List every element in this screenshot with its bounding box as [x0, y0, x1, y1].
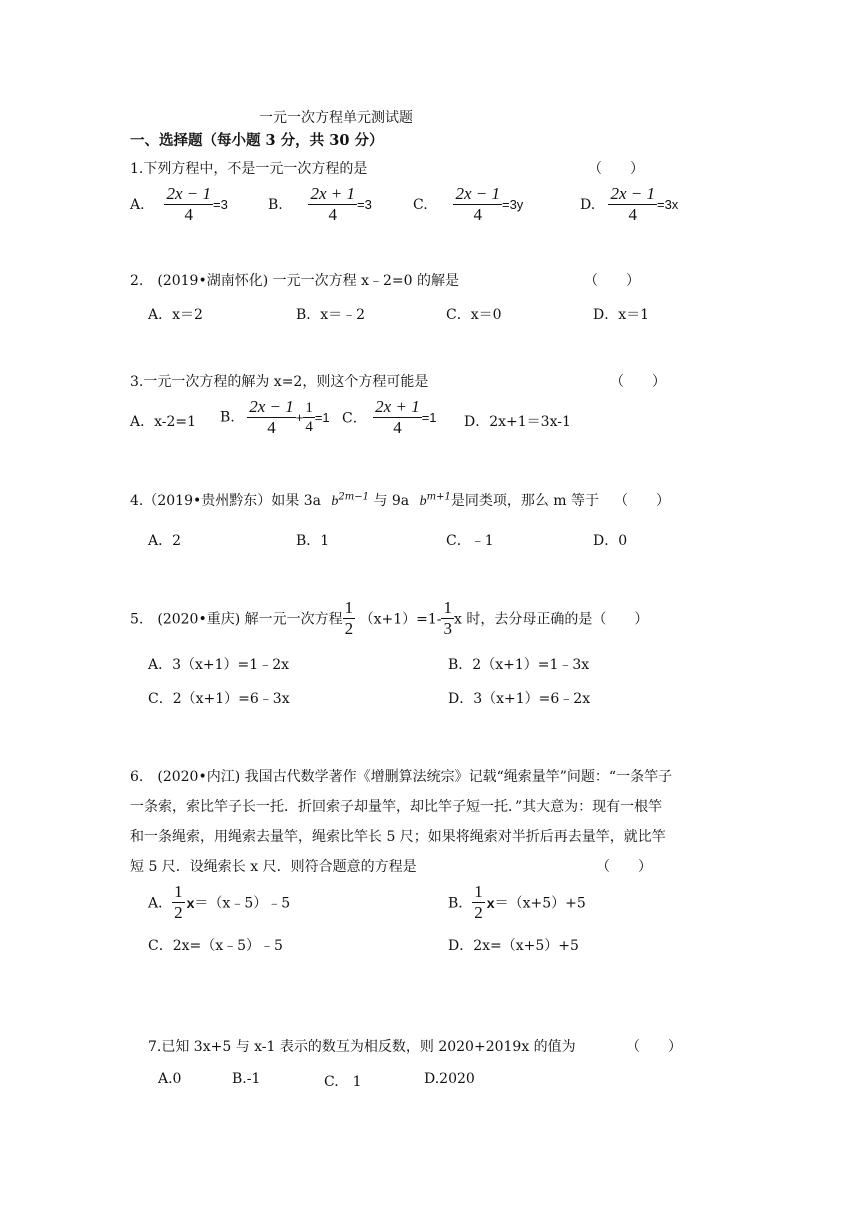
denominator: 4	[473, 205, 482, 224]
q5-stem-mid: （x+1）=1-	[359, 611, 442, 628]
fraction	[164, 184, 213, 225]
fraction	[303, 399, 315, 436]
q6-line-2: 一条索，索比竿子长一托．折回索子却量竿，却比竿子短一托．”其大意为：现有一根竿	[130, 799, 663, 815]
q5-stem-post: x 时，去分母正确的是（ ）	[453, 611, 649, 628]
numerator: 2x + 1	[310, 184, 355, 203]
q2-stem: 2. (2019•湖南怀化) 一元一次方程 x﹣2=0 的解是	[130, 273, 459, 289]
q6-answer-paren: （ ）	[596, 859, 652, 875]
rhs: =3	[212, 197, 228, 212]
q1-option-c	[413, 184, 523, 225]
q3-answer-paren: （ ）	[610, 374, 666, 390]
fraction	[441, 598, 454, 639]
q5-option-c: C．2（x+1）=6﹣3x	[148, 691, 290, 707]
q2-option-b: B．x＝﹣2	[296, 307, 366, 323]
numerator: 2x − 1	[249, 397, 294, 416]
q5-option-b: B．2（x+1）=1﹣3x	[448, 657, 590, 673]
numerator: 1	[443, 598, 452, 617]
denominator: 4	[628, 205, 637, 224]
variable-x: x	[186, 894, 195, 911]
denominator: 4	[184, 205, 193, 224]
q3-option-a: A．x-2=1	[130, 414, 197, 430]
fraction	[172, 882, 185, 923]
page-title: 一元一次方程单元测试题	[259, 110, 413, 126]
fraction	[453, 184, 502, 225]
q4-exponent-1: 2m−1	[338, 491, 369, 503]
q1-option-a	[130, 184, 228, 225]
numerator: 1	[344, 598, 354, 617]
fraction	[608, 184, 657, 225]
rhs: =1	[421, 410, 437, 425]
q4-stem-pre: 4.（2019•贵州黔东）如果 3a	[130, 493, 321, 509]
fraction	[247, 397, 296, 438]
q4-variable-b: b	[419, 494, 427, 509]
q4-option-d: D．0	[593, 533, 628, 549]
numerator: 1	[474, 882, 483, 901]
option-letter: C．	[342, 410, 367, 427]
fraction	[373, 397, 422, 438]
q6-line-3: 和一条绳索，用绳索去量竿，绳索比竿长 5 尺；如果将绳索对半折后再去量竿，就比竿	[130, 829, 666, 845]
q4-exponent-2: m+1	[426, 491, 451, 503]
q6-line-4: 短 5 尺．设绳索长 x 尺．则符合题意的方程是	[130, 859, 417, 875]
numerator: 1	[174, 882, 183, 901]
rhs: =1	[314, 410, 330, 425]
denominator: 2	[474, 903, 483, 922]
q5-stem-pre: 5. (2020•重庆) 解一元一次方程	[130, 611, 343, 628]
numerator: 1	[305, 400, 313, 416]
option-letter: A.	[130, 196, 145, 213]
rhs: =3	[356, 197, 372, 212]
q4-variable-b: b	[331, 494, 339, 509]
q2-option-a: A．x＝2	[148, 307, 203, 323]
q6-option-a	[148, 882, 290, 923]
q4-option-b: B．1	[296, 533, 330, 549]
denominator: 4	[305, 419, 313, 435]
plus-sign: +	[295, 410, 304, 425]
denominator: 4	[393, 418, 402, 437]
q1-stem: 1.下列方程中，不是一元一次方程的是	[130, 161, 368, 177]
fraction	[343, 598, 356, 639]
denominator: 3	[443, 619, 452, 638]
q4-option-a: A．2	[148, 533, 182, 549]
q2-option-d: D．x＝1	[593, 307, 650, 323]
q7-answer-paren: （ ）	[626, 1039, 682, 1055]
q6-option-d: D．2x=（x+5）+5	[448, 938, 579, 954]
option-letter: A．	[148, 895, 173, 912]
q1-option-b	[268, 184, 372, 225]
fraction	[308, 184, 357, 225]
denominator: 2	[344, 619, 354, 638]
q4-answer-paren: （ ）	[614, 493, 670, 509]
q5-stem	[130, 598, 648, 639]
q2-option-c: C．x＝0	[446, 307, 502, 323]
q1-option-d	[580, 184, 678, 225]
q7-option-c: C. 1	[324, 1074, 362, 1090]
q6-line-1: 6. (2020•内江) 我国古代数学著作《增删算法统宗》记载“绳索量竿”问题：“一条竿子	[130, 769, 673, 785]
numerator: 2x − 1	[610, 184, 655, 203]
variable-x: x	[486, 894, 495, 911]
denominator: 2	[174, 903, 183, 922]
q6-option-c: C．2x=（x﹣5）﹣5	[148, 938, 283, 954]
q3-option-b	[220, 397, 330, 438]
q4-stem	[130, 490, 599, 510]
fraction	[472, 882, 485, 923]
q4-stem-post: 是同类项，那么 m 等于	[450, 493, 600, 509]
q7-stem: 7.已知 3x+5 与 x-1 表示的数互为相反数，则 2020+2019x 的值为	[148, 1039, 576, 1055]
section-heading: 一、选择题（每小题 3 分，共 30 分）	[130, 132, 384, 149]
q4-option-c: C．﹣1	[446, 533, 494, 549]
q3-option-c	[342, 397, 437, 438]
option-letter: B.	[268, 196, 283, 213]
q6-option-b	[448, 882, 586, 923]
option-letter: B．	[448, 895, 473, 912]
q5-option-d: D．3（x+1）=6﹣2x	[448, 691, 591, 707]
rhs: =3x	[656, 197, 679, 212]
q2-answer-paren: （ ）	[584, 273, 640, 289]
q4-stem-mid: 与 9a	[373, 493, 410, 509]
option-letter: C.	[413, 196, 428, 213]
denominator: 4	[328, 205, 337, 224]
q3-stem: 3.一元一次方程的解为 x=2，则这个方程可能是	[130, 374, 429, 390]
q1-answer-paren: （ ）	[588, 161, 644, 177]
q3-option-d: D．2x+1＝3x-1	[464, 414, 571, 430]
numerator: 2x − 1	[166, 184, 211, 203]
q7-option-b: B.-1	[232, 1071, 261, 1087]
denominator: 4	[267, 418, 276, 437]
option-rest: ＝（x+5）+5	[494, 895, 586, 912]
option-rest: ＝（x﹣5）﹣5	[194, 895, 291, 912]
numerator: 2x + 1	[375, 397, 420, 416]
q5-option-a: A．3（x+1）=1﹣2x	[148, 657, 289, 673]
numerator: 2x − 1	[455, 184, 500, 203]
rhs: =3y	[501, 197, 524, 212]
option-letter: D.	[580, 196, 596, 213]
q7-option-d: D.2020	[424, 1071, 475, 1087]
option-letter: B.	[220, 409, 235, 426]
q7-option-a: A.0	[158, 1071, 182, 1087]
